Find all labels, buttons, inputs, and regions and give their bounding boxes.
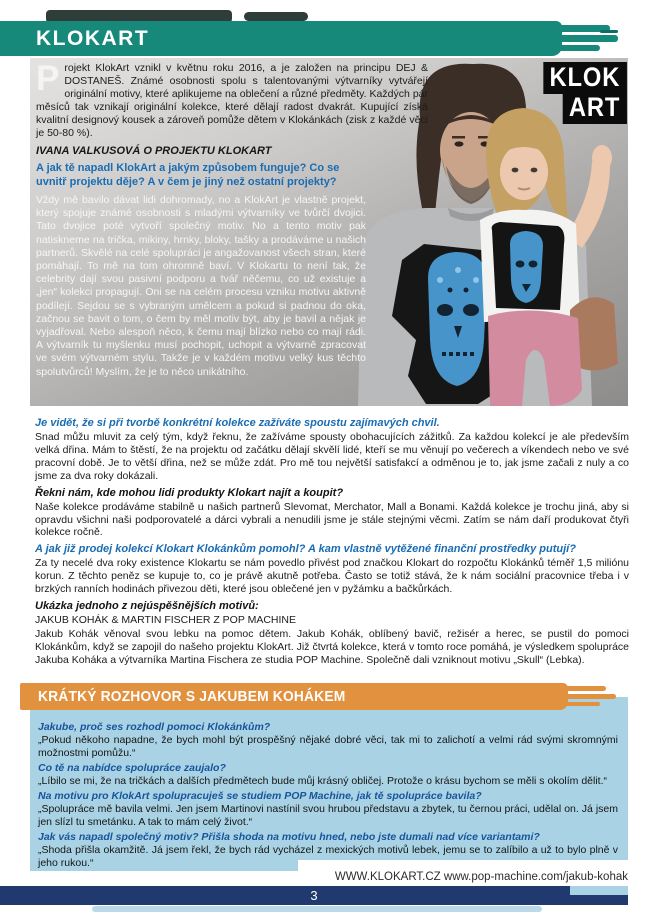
intro-paragraph <box>36 59 428 140</box>
showcase-paragraph: Jakub Kohák věnoval svou lebku na pomoc dětem. Jakub Kohák, oblíbený bavič, režisér a herec, se pustil do pomoci Klokánkům, když se zapojil do našeho projektu KlokArt. Již čtvrtá kolekce, která v tomto roce pomáhá, je výsledkem spolupráce Jakuba Koháka a výtvarníka Martina Fischera ze studia POP Machine. Společně dali vzniknout motivu „Skull“ (Lebka). <box>35 628 629 666</box>
intro-text: rojekt KlokArt vznikl v květnu roku 2016, a je založen na principu DEJ & DOSTANEŠ. Známé osobnosti spolu s talentovanými výtvarníky vytvářejí originální motivy, které aplikujeme na oblečení a různé předměty. Každých pár měsíců tak vznikají originální kolekce, které dělají radost dvakrát. Kupující získá kvalitní designový kousek a zároveň pomůže dětem v Klokánkách (zisk z každé věci je 50-80 %). <box>36 62 428 139</box>
interview-answer: „Spolupráce mě bavila velmi. Jen jsem Martinovi nastínil svou hrubou představu a zbytek, tu černou práci, udělal on. Já jsem jen slízl tu smetánku. A tak to mám celý život.“ <box>38 803 618 828</box>
page-title: KLOKART <box>36 27 150 50</box>
interview-question: Co tě na nabídce spolupráce zaujalo? <box>38 762 226 774</box>
qa-section <box>35 413 629 667</box>
question-heading: Je vidět, že si při tvorbě konkrétní kolekce zažíváte spoustu zajímavých chvil. <box>35 417 440 429</box>
klokart-logo <box>532 62 627 124</box>
brush-fragment-dark-small <box>244 12 308 21</box>
showcase-heading: Ukázka jednoho z nejúspěšnějších motivů: <box>35 600 259 613</box>
page-number: 3 <box>310 888 318 903</box>
brush-streak <box>562 694 616 699</box>
byline-heading: IVANA VALKUSOVÁ O PROJEKTU KLOKART <box>36 145 272 157</box>
interview-answer: „Shoda přišla okamžitě. Já jsem řekl, že bych rád vycházel z mexických motivů lebek, jemu se to zalíbilo a už to bylo plně v jeho rukou.“ <box>38 844 618 869</box>
article-lead <box>36 59 436 379</box>
interview-heading: KRÁTKÝ ROZHOVOR S JAKUBEM KOHÁKEM <box>38 688 346 705</box>
brush-streak <box>556 45 600 51</box>
interview-question: Na motivu pro KlokArt spolupracuješ se studiem POP Machine, jak tě spolupráce bavila? <box>38 790 482 802</box>
klokart-url-link[interactable]: WWW.KLOKART.CZ <box>334 871 441 883</box>
interview-question: Jak vás napadl společný motiv? Přišla shoda na motivu hned, nebo jste dumali nad více variantami? <box>38 831 540 843</box>
showcase-subtitle: JAKUB KOHÁK & MARTIN FISCHER Z POP MACHINE <box>35 614 296 627</box>
answer-paragraph: Za ty necelé dva roky existence Klokartu se nám povedlo přivést pod značkou Klokart do rozpočtu Klokánků téměř 1,5 miliónu korun. Z těchto peněz se kupuje to, co je právě akutně potřeba. Často se totiž stává, že k nám sociální pracovnice třeba i v brzkých ranních hodinách přivezou děti, které jsou oblečené jen v pyžámku a bačkůrkách. <box>35 557 629 596</box>
pop-machine-url-link[interactable]: www.pop-machine.com/jakub-kohak <box>443 871 628 883</box>
answer-paragraph: Naše kolekce prodáváme stabilně u našich partnerů Slevomat, Merchator, Mall a Bonami. Každá kolekce je trochu jiná, aby si opravdu všichni naši podporovatelé a dárci vybrali a nenudili jsme je stále stejnými věcmi. Zatím se nám daří produkovat čtyři kolekce ročně. <box>35 500 629 539</box>
lead-question: A jak tě napadl KlokArt a jakým způsobem funguje? Co se uvnitř projektu děje? A v čem je jiný než ostatní projekty? <box>36 162 340 188</box>
klokart-logo-top: KLOK <box>543 62 626 94</box>
brush-streak <box>562 702 600 706</box>
brush-streak <box>600 30 618 33</box>
footer-links-box <box>298 860 628 886</box>
page-edge-shadow <box>92 906 542 912</box>
interview-section <box>30 697 628 871</box>
interview-body <box>38 719 618 870</box>
klokart-logo-bottom: ART <box>562 92 626 124</box>
brush-streak <box>562 686 606 691</box>
brush-streak <box>556 35 618 42</box>
photo-jakub-kohak-with-child <box>30 58 628 406</box>
question-heading: Řekni nám, kde mohou lidi produkty Klokart najít a koupit? <box>35 486 344 499</box>
question-heading: A jak již prodej kolekcí Klokart Klokánkům pomohl? A kam vlastně vytěžené finanční prostředky putují? <box>35 543 576 556</box>
lead-answer: Vždy mě bavilo dávat lidi dohromady, no a KlokArt je vlastně projekt, který spojuje známé osobnosti s mladými výtvarníky ve tvůrčí dvojici. Tato dvojice poté vytvoří společný motiv. No a tento motiv pak natiskneme na trička, mikiny, hrnky, bloky, tašky a prodáváme u našich partnerů. Skvělé na celé spolupráci je angažovanost všech stran, které pomáhají. To mě na tom ohromně baví. V Klokartu to není tak, že celebrity dají svou pasivní podporu a tvář něčemu, co už existuje a „jen“ kolekci propagují. Oni se na celém procesu vzniku motivu aktivně podílejí. Sejdou se s vybraným umělcem a pokud si padnou do oka, začnou se bavit o tom, o čem by měl motiv být, aby je bavil a nějak je vyjadřoval. Nebo alespoň něco, k čemu mají blízko nebo co mají rádi. A výtvarník tu myšlenku musí pochopit, uchopit a výtvarně zpracovat ve svém výtvarném stylu. Takže je v každém motivu velký kus těchto spolutvůrců! Myslím, že je to něco unikátního. <box>36 194 366 378</box>
drop-cap: P <box>36 59 60 98</box>
interview-answer: „Líbilo se mi, že na tričkách a dalších předmětech bude můj krásný obličej. Protože o krásu bychom se měli s okolím dělit.“ <box>38 775 607 787</box>
answer-paragraph: Snad můžu mluvit za celý tým, když řeknu, že zažíváme spousty obohacujících zážitků. Za každou kolekcí je ale především velká dřina. Mám to štěstí, že na projektu od začátku dělají skvělí lidé, kteří se mu věnují po večerech a víkendech nebo ve své pracovní době. Je to větší dřina, než se může zdát. Pro mě tou největší satisfakcí a odměnou je to, jak jsme začali z nuly a co jsme za dva roky dokázali. <box>35 431 629 482</box>
interview-answer: „Pokud někoho napadne, že bych mohl být prospěšný nějaké dobré věci, tak mi to zalichotí a velmi rád svými skromnými možnostmi pomůžu.“ <box>38 734 618 759</box>
interview-question: Jakube, proč ses rozhodl pomoci Klokánkům? <box>38 721 271 733</box>
